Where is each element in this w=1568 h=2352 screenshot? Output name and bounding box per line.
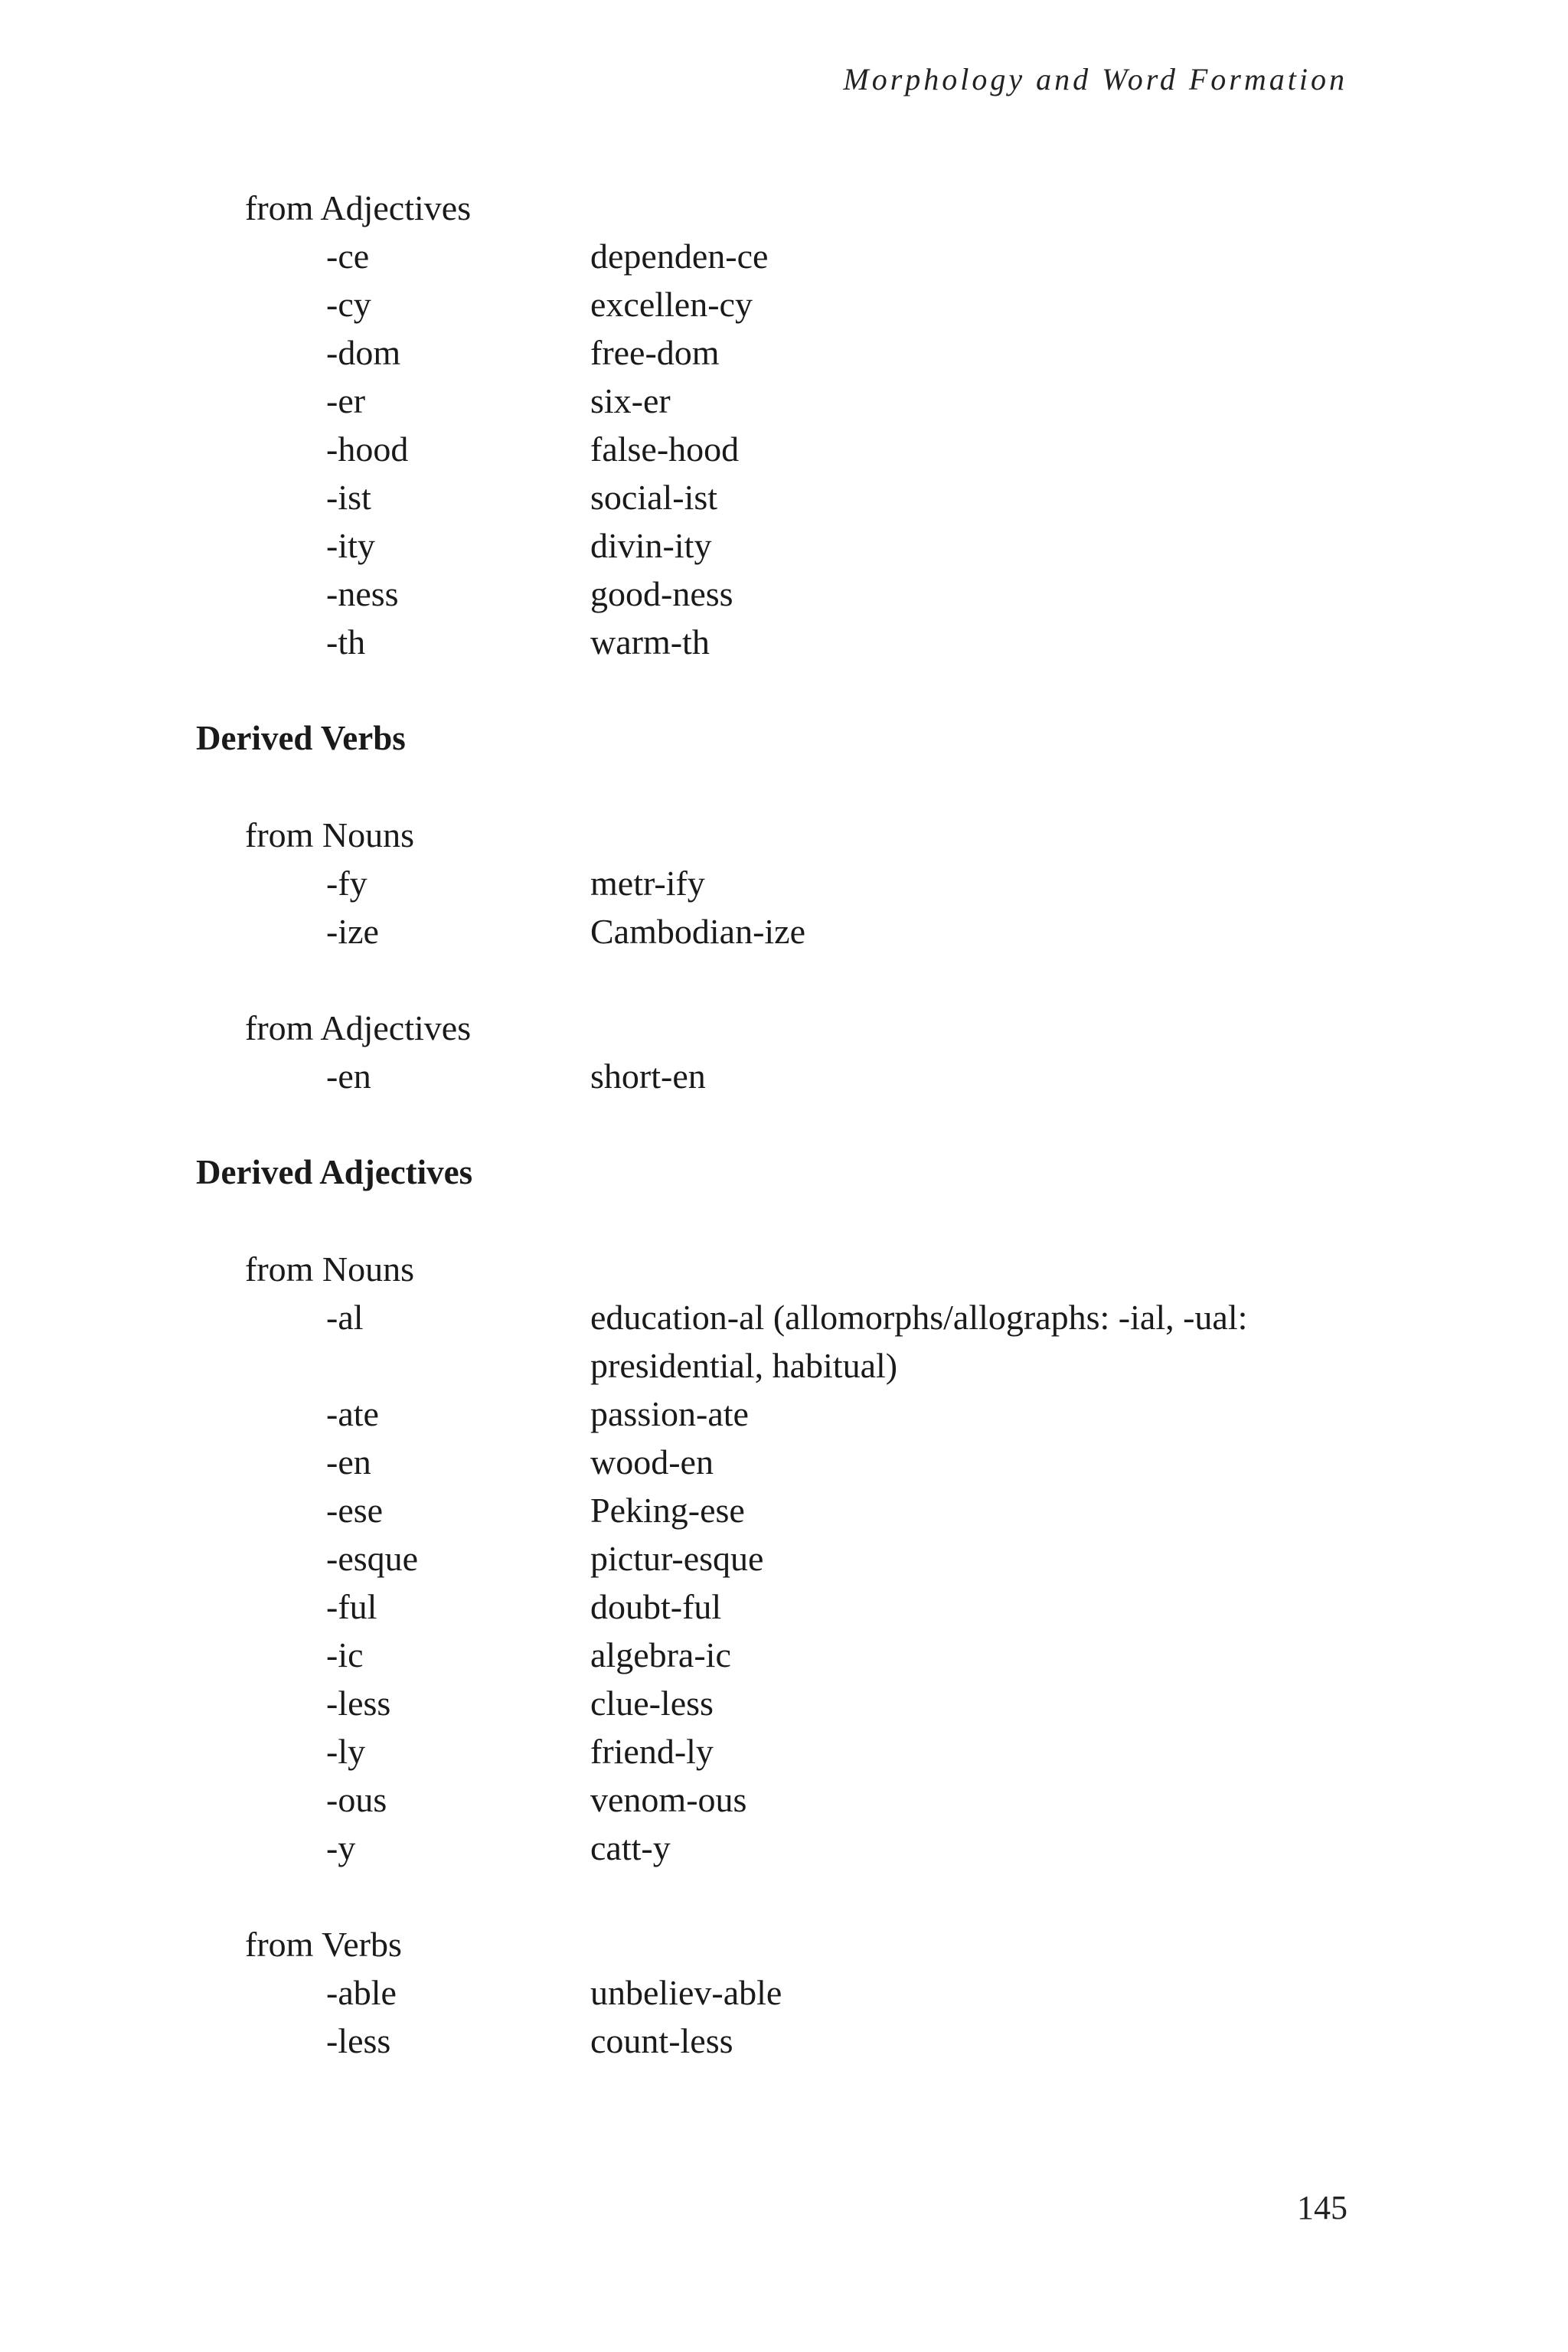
suffix: -ce — [326, 237, 370, 276]
suffix-entry — [326, 1486, 1430, 1534]
suffix-entry — [326, 473, 1430, 521]
example-word: Peking-ese — [590, 1491, 745, 1530]
example-word: divin-ity — [590, 526, 712, 565]
suffix-entry — [326, 1727, 1430, 1775]
suffix: -ese — [326, 1491, 384, 1530]
suffix: -hood — [326, 430, 409, 469]
example-word: social-ist — [590, 478, 718, 517]
section-heading-derived-adjectives: Derived Adjectives — [196, 1153, 473, 1191]
suffix-entry — [326, 1293, 1430, 1390]
suffix: -less — [326, 1684, 391, 1723]
suffix-entry — [326, 1824, 1430, 1872]
example-word: doubt-ful — [590, 1587, 722, 1626]
running-head: Morphology and Word Formation — [843, 62, 1348, 96]
example-word: passion-ate — [590, 1394, 749, 1433]
example-word: Cambodian-ize — [590, 912, 806, 951]
example-word: algebra-ic — [590, 1635, 731, 1674]
suffix-entry — [326, 425, 1430, 473]
suffix-entry — [326, 1631, 1430, 1679]
suffix: -en — [326, 1057, 371, 1096]
section-heading-derived-verbs: Derived Verbs — [196, 719, 406, 757]
subheading-from-nouns: from Nouns — [245, 815, 415, 854]
suffix-list — [196, 1968, 1430, 2065]
suffix: -esque — [326, 1539, 419, 1578]
suffix-entry — [326, 377, 1430, 425]
suffix: -fy — [326, 864, 368, 903]
suffix: -al — [326, 1298, 364, 1337]
suffix: -en — [326, 1442, 371, 1481]
suffix: -less — [326, 2021, 391, 2060]
suffix-entry — [326, 232, 1430, 280]
suffix: -ate — [326, 1394, 379, 1433]
suffix-entry — [326, 570, 1430, 618]
suffix: -ly — [326, 1732, 366, 1771]
suffix: -ous — [326, 1780, 387, 1819]
example-word: excellen-cy — [590, 285, 753, 324]
example-word: short-en — [590, 1057, 706, 1096]
suffix-list — [196, 232, 1430, 666]
example-word: metr-ify — [590, 864, 705, 903]
page-content — [196, 184, 1430, 2065]
suffix-entry — [326, 907, 1430, 956]
suffix-list — [196, 1052, 1430, 1100]
suffix: -dom — [326, 333, 401, 372]
suffix-entry — [326, 1390, 1430, 1438]
example-word: good-ness — [590, 574, 733, 613]
suffix-list — [196, 1293, 1430, 1872]
suffix: -er — [326, 381, 366, 420]
example-word: education-al (allomorphs/allographs: -ial, -ual: presidential, habitual) — [590, 1298, 1248, 1385]
suffix-entry — [326, 1775, 1430, 1824]
suffix-entry — [326, 1438, 1430, 1486]
suffix-list — [196, 859, 1430, 956]
example-word: dependen-ce — [590, 237, 769, 276]
subheading-from-adjectives: from Adjectives — [245, 1008, 472, 1047]
suffix: -ic — [326, 1635, 364, 1674]
suffix-entry — [326, 1534, 1430, 1583]
example-word: clue-less — [590, 1684, 714, 1723]
subheading-from-nouns: from Nouns — [245, 1250, 415, 1289]
suffix: -ful — [326, 1587, 377, 1626]
suffix: -cy — [326, 285, 371, 324]
suffix: -th — [326, 622, 366, 662]
suffix-entry — [326, 1583, 1430, 1631]
suffix-entry — [326, 618, 1430, 666]
example-word: count-less — [590, 2021, 733, 2060]
suffix: -ity — [326, 526, 375, 565]
suffix: -ist — [326, 478, 371, 517]
suffix-entry — [326, 280, 1430, 328]
suffix-entry — [326, 1679, 1430, 1727]
suffix-entry — [326, 521, 1430, 570]
suffix-entry — [326, 1052, 1430, 1100]
suffix: -y — [326, 1828, 356, 1867]
page-number: 145 — [1297, 2189, 1348, 2226]
suffix-entry — [326, 2017, 1430, 2065]
suffix: -ness — [326, 574, 399, 613]
suffix: -ize — [326, 912, 379, 951]
example-word: six-er — [590, 381, 671, 420]
subheading-from-adjectives: from Adjectives — [245, 188, 472, 227]
example-word: warm-th — [590, 622, 710, 662]
suffix: -able — [326, 1973, 397, 2012]
example-word: wood-en — [590, 1442, 714, 1481]
subheading-from-verbs: from Verbs — [245, 1925, 402, 1964]
example-word: pictur-esque — [590, 1539, 764, 1578]
example-word: free-dom — [590, 333, 720, 372]
example-word: venom-ous — [590, 1780, 747, 1819]
example-word: friend-ly — [590, 1732, 714, 1771]
suffix-entry — [326, 859, 1430, 907]
suffix-entry — [326, 328, 1430, 377]
example-word: unbeliev-able — [590, 1973, 782, 2012]
example-word: catt-y — [590, 1828, 671, 1867]
example-word: false-hood — [590, 430, 740, 469]
suffix-entry — [326, 1968, 1430, 2017]
